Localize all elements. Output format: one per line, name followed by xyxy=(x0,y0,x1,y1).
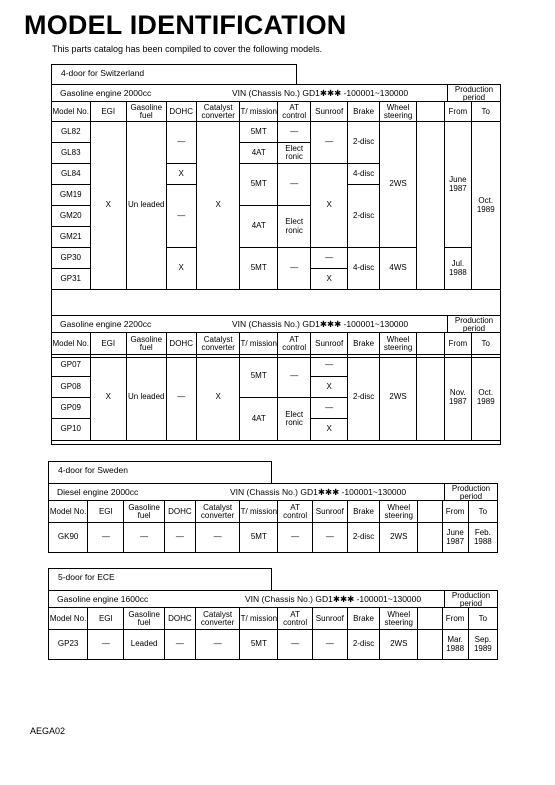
sunroof-value: X xyxy=(311,377,347,398)
catalyst-value: X xyxy=(196,355,240,441)
catalyst-value: — xyxy=(195,523,239,553)
sunroof-value: X xyxy=(311,269,347,290)
vin-range: VIN (Chassis No.) GD1✱✱✱ -100001~130000 xyxy=(230,487,407,497)
col-brake: Brake xyxy=(347,333,379,355)
col-fuel: Gasoline fuel xyxy=(124,501,164,523)
col-brake: Brake xyxy=(347,102,379,122)
egi-value: X xyxy=(90,122,126,290)
model-no: GM20 xyxy=(52,206,91,227)
dohc-value: X xyxy=(166,164,196,185)
col-wheel-steering: Wheel steering xyxy=(380,333,416,355)
section-label: 4-door for Switzerland xyxy=(51,64,297,84)
col-at-control: AT control xyxy=(277,333,310,355)
transmission-value: 5MT xyxy=(240,523,278,553)
sunroof-value: — xyxy=(311,398,347,419)
dohc-value: — xyxy=(164,630,195,660)
col-at-control: AT control xyxy=(278,501,312,523)
col-dohc: DOHC xyxy=(164,501,195,523)
brake-value: 2-disc xyxy=(347,355,379,441)
egi-value: — xyxy=(88,630,124,660)
model-no: GP30 xyxy=(52,248,91,269)
to-value: Feb. 1988 xyxy=(468,523,497,553)
model-no: GP08 xyxy=(52,377,91,398)
section-label: 4-door for Sweden xyxy=(48,461,272,483)
production-period-header: Production period xyxy=(444,484,497,500)
section-switzerland xyxy=(51,64,501,446)
engine-name: Gasoline engine 2200cc xyxy=(60,319,152,329)
to-value: Oct. 1989 xyxy=(471,122,500,290)
col-catalyst: Catalyst converter xyxy=(196,333,240,355)
engine-header xyxy=(52,85,500,102)
egi-value: — xyxy=(88,523,124,553)
model-no: GL83 xyxy=(52,143,91,164)
sunroof-value: — xyxy=(311,355,347,377)
engine-block-2200cc xyxy=(51,315,501,445)
from-value: June 1987 xyxy=(445,122,471,248)
col-blank xyxy=(416,333,444,355)
col-egi: EGI xyxy=(88,501,124,523)
dohc-value: — xyxy=(164,523,195,553)
model-no: GP09 xyxy=(52,398,91,419)
model-table xyxy=(48,607,498,660)
transmission-value: 5MT xyxy=(240,355,278,398)
from-value: Nov. 1987 xyxy=(445,355,471,441)
col-transmission: T/ mission xyxy=(240,102,278,122)
col-at-control: AT control xyxy=(277,102,310,122)
col-model: Model No. xyxy=(52,333,91,355)
col-model: Model No. xyxy=(49,608,88,630)
to-value: Oct. 1989 xyxy=(471,355,500,441)
model-no: GL82 xyxy=(52,122,91,143)
col-catalyst: Catalyst converter xyxy=(195,608,239,630)
model-no: GP31 xyxy=(52,269,91,290)
brake-value: 2-disc xyxy=(347,523,379,553)
production-period-header: Production period xyxy=(447,85,500,101)
col-wheel-steering: Wheel steering xyxy=(380,501,418,523)
sunroof-value: X xyxy=(311,419,347,441)
from-value: June 1987 xyxy=(442,523,468,553)
col-sunroof: Sunroof xyxy=(311,102,347,122)
sunroof-value: — xyxy=(311,122,347,164)
model-table xyxy=(48,500,498,553)
dohc-value: X xyxy=(166,248,196,290)
brake-value: 4-disc xyxy=(347,164,379,185)
col-fuel: Gasoline fuel xyxy=(124,608,164,630)
wheel-steering-value: 2WS xyxy=(380,630,418,660)
egi-value: X xyxy=(90,355,126,441)
model-no: GL84 xyxy=(52,164,91,185)
wheel-steering-value: 4WS xyxy=(380,248,416,290)
sunroof-value: — xyxy=(312,630,347,660)
at-control-value: — xyxy=(277,164,310,206)
col-egi: EGI xyxy=(88,608,124,630)
col-to: To xyxy=(468,608,497,630)
col-to: To xyxy=(471,102,500,122)
transmission-value: 5MT xyxy=(240,630,278,660)
col-sunroof: Sunroof xyxy=(312,501,347,523)
transmission-value: 5MT xyxy=(240,164,278,206)
col-blank xyxy=(418,608,442,630)
col-brake: Brake xyxy=(347,501,379,523)
col-from: From xyxy=(442,501,468,523)
col-brake: Brake xyxy=(347,608,379,630)
engine-name: Gasoline engine 2000cc xyxy=(60,88,152,98)
brake-value: 2-disc xyxy=(347,630,379,660)
wheel-steering-value: 2WS xyxy=(380,523,418,553)
transmission-value: 5MT xyxy=(240,248,278,290)
production-period-header: Production period xyxy=(444,591,497,607)
at-control-value: — xyxy=(277,248,310,290)
col-sunroof: Sunroof xyxy=(311,333,347,355)
model-no: GP07 xyxy=(52,355,91,377)
col-dohc: DOHC xyxy=(166,333,196,355)
vin-range: VIN (Chassis No.) GD1✱✱✱ -100001~130000 xyxy=(245,594,422,604)
at-control-value: — xyxy=(277,355,310,398)
dohc-value: — xyxy=(166,355,196,441)
col-from: From xyxy=(442,608,468,630)
blank-cell xyxy=(416,122,444,290)
at-control-value: Elect ronic xyxy=(277,398,310,441)
section-label: 5-door for ECE xyxy=(48,568,272,590)
model-no: GP23 xyxy=(49,630,88,660)
vin-range: VIN (Chassis No.) GD1✱✱✱ -100001~130000 xyxy=(232,88,409,98)
dohc-value: — xyxy=(166,122,196,164)
col-catalyst: Catalyst converter xyxy=(196,102,240,122)
col-blank xyxy=(418,501,442,523)
col-wheel-steering: Wheel steering xyxy=(380,102,416,122)
dohc-value: — xyxy=(166,185,196,248)
model-no: GK90 xyxy=(49,523,88,553)
transmission-value: 4AT xyxy=(240,206,278,248)
model-no: GM19 xyxy=(52,185,91,206)
blank-cell xyxy=(418,630,442,660)
sunroof-value: — xyxy=(312,523,347,553)
col-sunroof: Sunroof xyxy=(312,608,347,630)
model-table xyxy=(51,101,501,290)
engine-header xyxy=(49,591,497,608)
engine-header xyxy=(52,316,500,333)
engine-name: Diesel engine 2000cc xyxy=(57,487,139,497)
col-to: To xyxy=(468,501,497,523)
brake-value: 4-disc xyxy=(347,248,379,290)
at-control-value: Elect ronic xyxy=(277,206,310,248)
col-transmission: T/ mission xyxy=(240,501,278,523)
page-title: MODEL IDENTIFICATION xyxy=(24,10,347,40)
model-table xyxy=(51,332,501,441)
at-control-value: Elect ronic xyxy=(277,143,310,164)
section-sweden xyxy=(48,461,498,553)
vin-range: VIN (Chassis No.) GD1✱✱✱ -100001~130000 xyxy=(232,319,409,329)
col-dohc: DOHC xyxy=(166,102,196,122)
engine-block-1600cc xyxy=(48,590,498,660)
col-egi: EGI xyxy=(90,333,126,355)
sunroof-value: X xyxy=(311,164,347,248)
col-wheel-steering: Wheel steering xyxy=(380,608,418,630)
fuel-value: — xyxy=(124,523,164,553)
from-value: Jul. 1988 xyxy=(445,248,471,290)
page-subtitle: This parts catalog has been compiled to cover the following models. xyxy=(52,44,323,54)
from-value: Mar. 1988 xyxy=(442,630,468,660)
footer-code: AEGA02 xyxy=(30,726,66,736)
transmission-value: 5MT xyxy=(240,122,278,143)
col-dohc: DOHC xyxy=(164,608,195,630)
fuel-value: Leaded xyxy=(124,630,164,660)
brake-value: 2-disc xyxy=(347,122,379,164)
col-at-control: AT control xyxy=(278,608,312,630)
to-value: Sep. 1989 xyxy=(468,630,497,660)
wheel-steering-value: 2WS xyxy=(380,355,416,441)
transmission-value: 4AT xyxy=(240,398,278,441)
col-fuel: Gasoline fuel xyxy=(126,102,166,122)
engine-block-diesel-2000cc xyxy=(48,483,498,553)
catalyst-value: X xyxy=(196,122,240,290)
col-from: From xyxy=(445,102,471,122)
at-control-value: — xyxy=(278,523,312,553)
production-period-header: Production period xyxy=(447,316,500,332)
model-no: GM21 xyxy=(52,227,91,248)
col-catalyst: Catalyst converter xyxy=(195,501,239,523)
col-egi: EGI xyxy=(90,102,126,122)
model-no: GP10 xyxy=(52,419,91,441)
at-control-value: — xyxy=(277,122,310,143)
col-blank xyxy=(416,102,444,122)
fuel-value: Un leaded xyxy=(126,355,166,441)
wheel-steering-value: 2WS xyxy=(380,122,416,248)
blank-cell xyxy=(418,523,442,553)
col-model: Model No. xyxy=(49,501,88,523)
catalyst-value: — xyxy=(195,630,239,660)
section-ece xyxy=(48,568,498,660)
col-transmission: T/ mission xyxy=(240,333,278,355)
blank-cell xyxy=(416,355,444,441)
engine-header xyxy=(49,484,497,501)
fuel-value: Un leaded xyxy=(126,122,166,290)
col-transmission: T/ mission xyxy=(240,608,278,630)
sunroof-value: — xyxy=(311,248,347,269)
at-control-value: — xyxy=(278,630,312,660)
brake-value: 2-disc xyxy=(347,185,379,248)
col-model: Model No. xyxy=(52,102,91,122)
col-to: To xyxy=(471,333,500,355)
col-from: From xyxy=(445,333,471,355)
engine-name: Gasoline engine 1600cc xyxy=(57,594,149,604)
transmission-value: 4AT xyxy=(240,143,278,164)
col-fuel: Gasoline fuel xyxy=(126,333,166,355)
